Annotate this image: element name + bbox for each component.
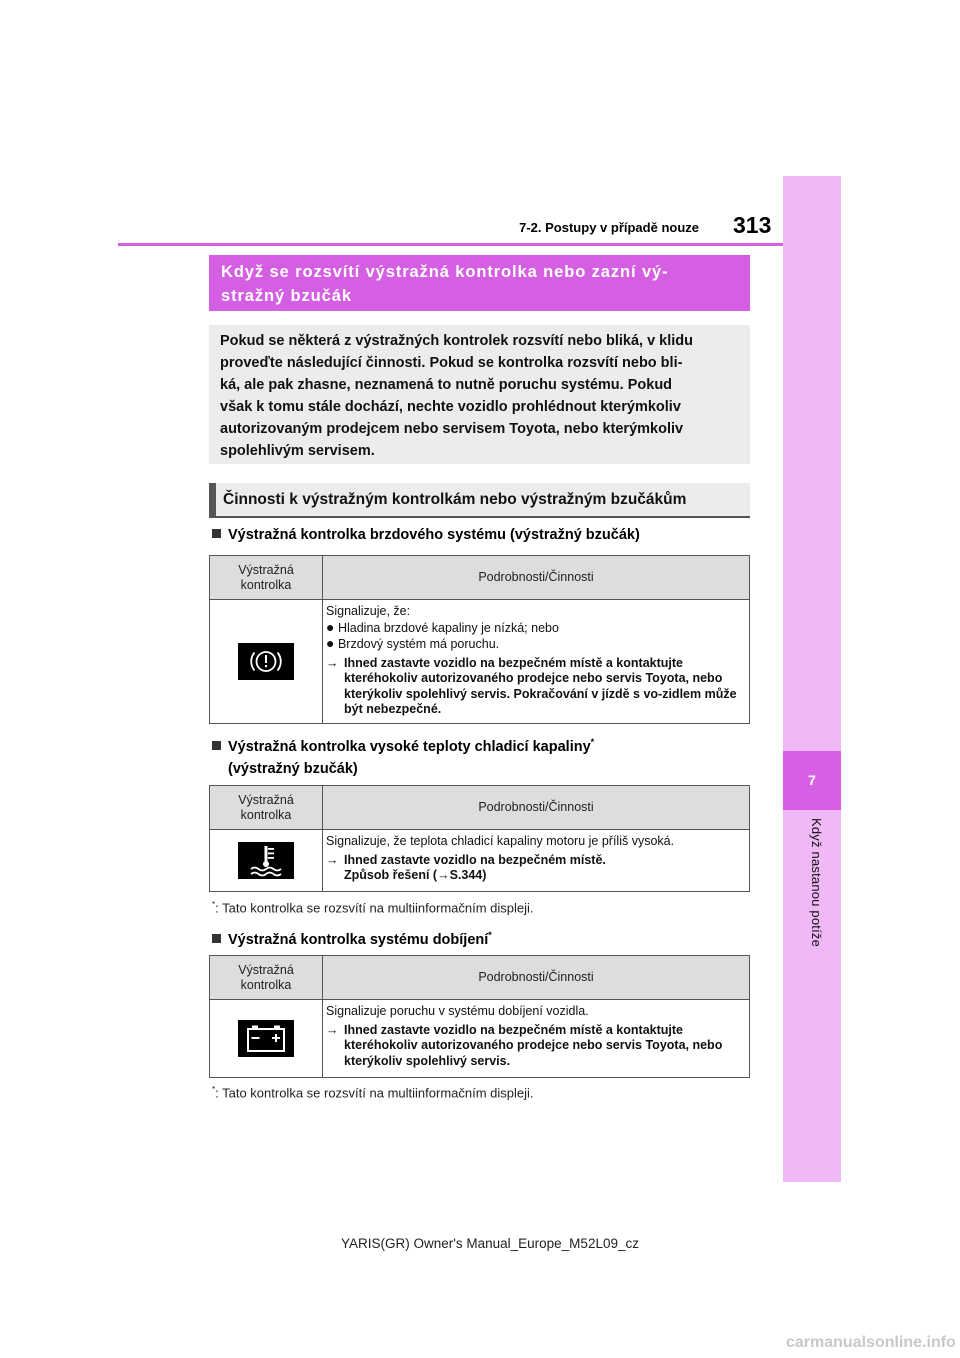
intro-line: ká, ale pak zhasne, neznamená to nutně poruchu systému. Pokud: [220, 377, 673, 393]
square-bullet-icon: [212, 529, 221, 538]
page-title-line: Když se rozsvítí výstražná kontrolka nebo zazní vý-: [221, 263, 669, 281]
list-item: ● Brzdový systém má poruchu.: [326, 635, 500, 651]
item-heading-charging: Výstražná kontrolka systému dobíjení*: [212, 924, 492, 951]
footnote: *: Tato kontrolka se rozsvítí na multiinformačním displeji.: [212, 1085, 534, 1101]
table-header-light: Výstražná kontrolka: [210, 556, 323, 600]
item-heading-text: (výstražný bzučák): [228, 760, 358, 777]
details-cell: [323, 600, 750, 724]
details-cell: [323, 830, 750, 892]
details-intro: Signalizuje poruchu v systému dobíjení vozidla.: [326, 1004, 589, 1018]
action-text: → Ihned zastavte vozidlo na bezpečném místě a kontaktujte kteréhokoliv autorizovaného prodejce nebo servis Toyota, nebo kterýkoliv spolehlivý servis. Pokračování v jízdě s vo-zidlem může být nebezpečné.: [326, 655, 737, 716]
header-divider: [118, 243, 783, 246]
intro-text-box: [209, 325, 750, 464]
chapter-number: 7: [783, 751, 841, 810]
page-title-box: [209, 255, 750, 311]
side-chapter-tab: [783, 176, 841, 1182]
page-number: 313: [733, 212, 772, 238]
table-header-details: Podrobnosti/Činnosti: [323, 956, 750, 1000]
intro-line: spolehlivým servisem.: [220, 443, 375, 459]
item-heading-text: Výstražná kontrolka brzdového systému (výstražný bzučák): [228, 527, 640, 543]
table-header-details: Podrobnosti/Činnosti: [323, 556, 750, 600]
item-heading-coolant: Výstražná kontrolka vysoké teploty chladicí kapaliny* (výstražný bzučák): [212, 731, 594, 780]
details-cell: [323, 1000, 750, 1078]
section-subheading: Činnosti k výstražným kontrolkám nebo výstražným bzučákům: [209, 483, 750, 518]
intro-line: autorizovaným prodejcem nebo servisem Toyota, nebo kterýmkoliv: [220, 421, 684, 437]
item-heading-text: Výstražná kontrolka vysoké teploty chladicí kapaliny: [228, 738, 591, 755]
square-bullet-icon: [212, 934, 221, 943]
footnote: *: Tato kontrolka se rozsvítí na multiinformačním displeji.: [212, 900, 534, 916]
table-header-light: Výstražná kontrolka: [210, 956, 323, 1000]
watermark: carmanualsonline.info: [786, 1334, 956, 1351]
section-title: 7-2. Postupy v případě nouze: [519, 220, 699, 235]
intro-line: Pokud se některá z výstražných kontrolek rozsvítí nebo bliká, v klidu: [220, 333, 694, 349]
icon-cell: [210, 830, 323, 892]
intro-line: proveďte následující činnosti. Pokud se kontrolka rozsvítí nebo bli-: [220, 355, 683, 371]
table-header-details: Podrobnosti/Činnosti: [323, 786, 750, 830]
table-header-light: Výstražná kontrolka: [210, 786, 323, 830]
warning-table-charging: [209, 955, 750, 1078]
chapter-label: Když nastanou potíže: [809, 818, 824, 948]
brake-warning-icon: [238, 643, 294, 680]
icon-cell: [210, 600, 323, 724]
action-text: → Ihned zastavte vozidlo na bezpečném místě. Způsob řešení (→S.344): [326, 852, 606, 882]
item-heading-brake: [212, 524, 640, 546]
action-text: → Ihned zastavte vozidlo na bezpečném místě a kontaktujte kteréhokoliv autorizovaného prodejce nebo servis Toyota, nebo kterýkoliv spolehlivý servis.: [326, 1022, 723, 1068]
warning-table-brake: [209, 555, 750, 724]
battery-charging-icon: [238, 1020, 294, 1057]
page-title-line: stražný bzučák: [221, 287, 352, 305]
list-item: ● Hladina brzdové kapaliny je nízká; nebo: [326, 618, 559, 635]
coolant-temperature-icon: [238, 842, 294, 879]
square-bullet-icon: [212, 741, 221, 750]
warning-table-coolant: [209, 785, 750, 892]
details-intro: Signalizuje, že:: [326, 604, 411, 618]
intro-line: však k tomu stále dochází, nechte vozidlo prohlédnout kterýmkoliv: [220, 399, 681, 415]
item-heading-text: Výstražná kontrolka systému dobíjení: [228, 931, 489, 948]
icon-cell: [210, 1000, 323, 1078]
page-footer: YARIS(GR) Owner's Manual_Europe_M52L09_cz: [341, 1236, 639, 1251]
details-intro: Signalizuje, že teplota chladicí kapaliny motoru je příliš vysoká.: [326, 834, 675, 848]
